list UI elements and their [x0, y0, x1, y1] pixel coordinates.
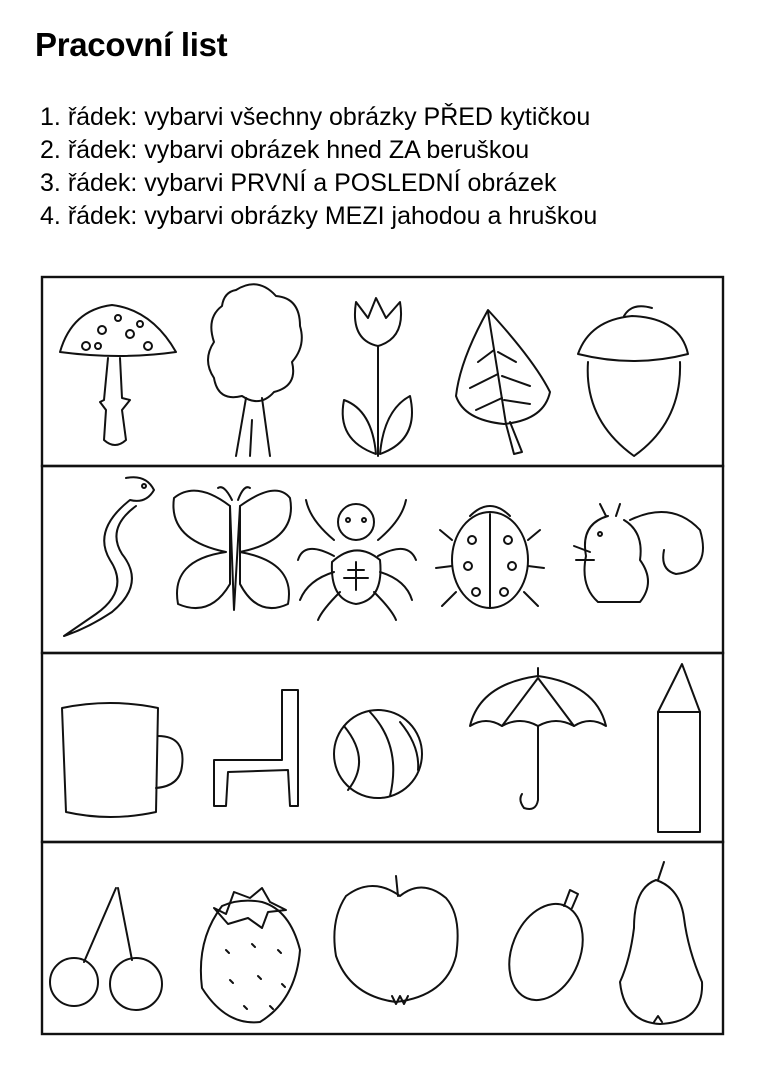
umbrella-icon [470, 668, 606, 809]
instruction-4: 4. řádek: vybarvi obrázky MEZI jahodou a hruškou [40, 202, 598, 230]
pencil-icon [658, 664, 700, 832]
row-2-frame [42, 466, 723, 653]
plum-icon [496, 890, 597, 1011]
instruction-3: 3. řádek: vybarvi PRVNÍ a POSLEDNÍ obrázek [40, 169, 557, 197]
ladybug-icon [436, 506, 544, 608]
strawberry-icon [201, 888, 300, 1022]
mushroom-icon [60, 305, 176, 445]
row-4-frame [42, 842, 723, 1034]
chair-icon [214, 690, 298, 806]
ball-icon [334, 710, 422, 798]
butterfly-icon [173, 487, 291, 610]
instruction-1: 1. řádek: vybarvi všechny obrázky PŘED kytičkou [40, 103, 591, 131]
acorn-icon [578, 306, 688, 456]
mug-icon [62, 703, 183, 817]
tree-icon [208, 284, 302, 456]
tulip-icon [343, 298, 412, 456]
snake-icon [64, 477, 154, 636]
leaf-icon [456, 310, 550, 454]
page-title: Pracovní list [35, 26, 228, 63]
spider-icon [298, 500, 416, 620]
squirrel-icon [574, 504, 703, 602]
pear-icon [620, 862, 702, 1024]
instruction-2: 2. řádek: vybarvi obrázek hned ZA beruškou [40, 136, 530, 164]
apple-icon [334, 876, 457, 1004]
cherries-icon [50, 888, 162, 1010]
